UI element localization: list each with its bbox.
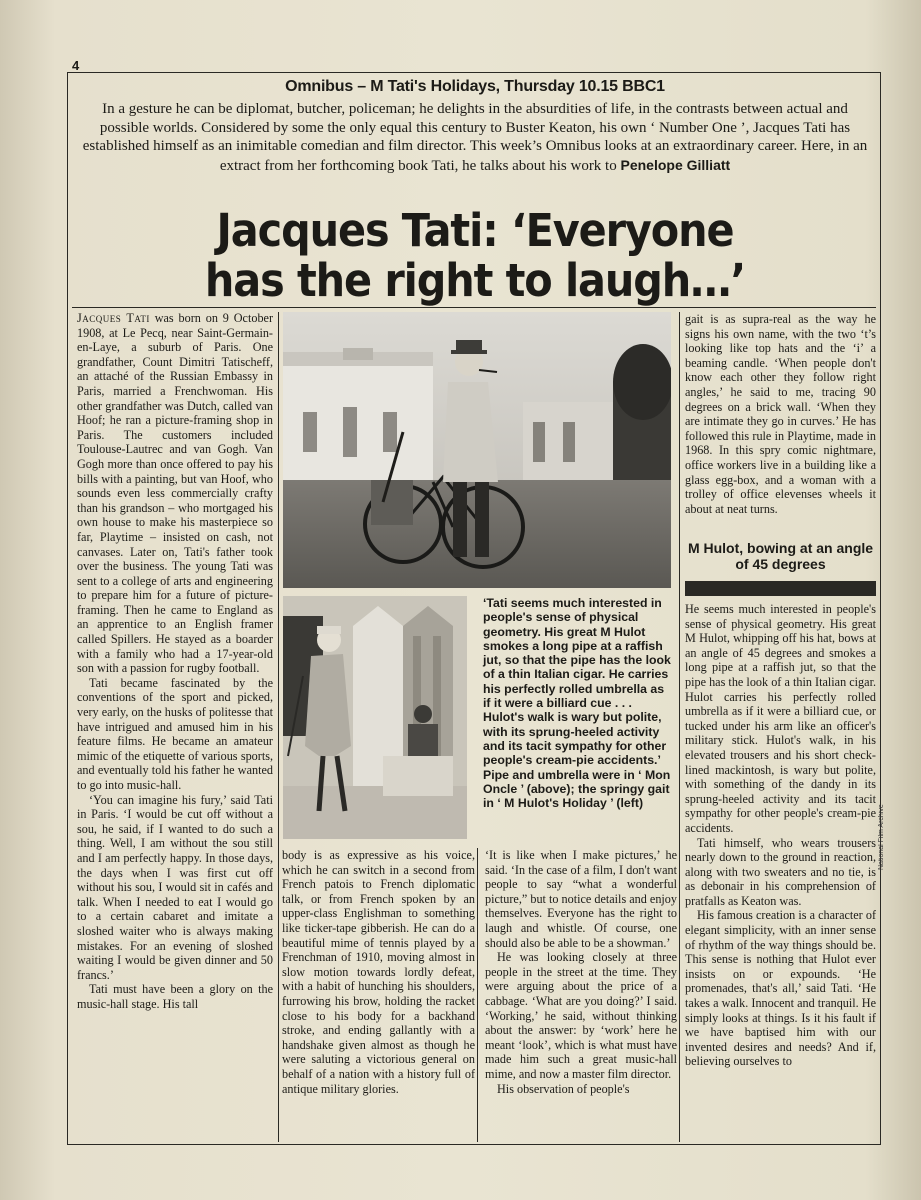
photo-caption: ‘Tati seems much interested in people's sense of physical geometry. His great M Hulot smokes a long pipe at a raffish jut, so that the pipe has the look of a thin Italian cigar. He carries his perfectly rolled umbrella as if it were a billiard cue . . . Hulot's walk is wary but polite, with its sprung-heeled activity and its tacit sympathy for other people's cream-pie accidents.’ Pipe and umbrella were in ‘ Mon Oncle ’ (above); the springy gait in ‘ M Hulot's Holiday ’ (left) bbox=[483, 596, 671, 811]
standfirst bbox=[82, 100, 868, 175]
headline bbox=[113, 206, 836, 306]
paragraph: He seems much interested in people's sense of physical geometry. His great M Hulot, whipping off his hat, bows at an angle of 45 degrees and smokes a long pipe at a raffish jut, so that the pipe has the look of a thin Italian cigar. Hulot carries his perfectly rolled umbrella as if it were a billiard cue, or tucked under his arm like an officer's military stick. Hulot's walk, in his elevated trousers and his short check-lined mackintosh, is wary but polite, with something of the dandy in its sprung-heeled activity and its tacit sympathy for other people's cream-pie accidents. bbox=[685, 602, 876, 835]
paragraph: Tati became fascinated by the conventions of the sport and picked, very early, on the husks of politesse that have intrigued and amused him in his feature films. He became an amateur mimic of the etiquette of various sports, and eventually told his father he wanted to go into music-hall. bbox=[77, 675, 273, 792]
intro-block bbox=[82, 78, 868, 175]
headline-line-2: has the right to laugh…’ bbox=[204, 254, 746, 307]
standfirst-text: In a gesture he can be diplomat, butcher, policeman; he delights in the absurdities of life, in the contrasts between actual and possible worlds. Considered by some the only equal this century to Buster Keaton, his own ‘ Number One ’, Jacques Tati has established himself as an inimitable comedian and film director. This week’s Omnibus looks at an extraordinary career. Here, in an extract from her forthcoming book Tati, he talks about his work to bbox=[82, 101, 868, 174]
photo-illustration bbox=[283, 596, 467, 839]
photo-illustration bbox=[283, 312, 671, 588]
byline: Penelope Gilliatt bbox=[620, 156, 731, 173]
paragraph: His observation of people's bbox=[497, 1081, 630, 1096]
headline-rule bbox=[72, 307, 876, 308]
photo-tati-with-bicycle bbox=[283, 312, 671, 588]
article-column-1 bbox=[77, 311, 273, 1141]
article-column-4 bbox=[685, 602, 876, 1142]
paragraph: gait is as supra-real as the way he signs his own name, with the two ‘t’s looking like top hats and the ‘i’ a beaming candle. ‘When people don't know each other they follow right angles,’ he said to me, tracing 90 degrees on a brick wall. ‘When they are intimate they go in curves.’ He has followed this rule in Playtime, made in 1968. In this spry comic nightmare, office workers live in a building like a glass egg-box, and a woman with a trolley of office elevenses wheels it about at neat turns. bbox=[685, 312, 876, 516]
headline-line-1: Jacques Tati: ‘Everyone bbox=[216, 204, 734, 257]
paragraph: Tati must have been a glory on the music-hall stage. His tall bbox=[77, 982, 273, 1011]
subheading-bar bbox=[685, 581, 876, 596]
paragraph: ‘You can imagine his fury,’ said Tati in Paris. ‘I would be cut off without a sou, he said, if I wanted to do such a thing. Well, I am without the sou still and I am perfectly happy. In those days, the days when I was first cut off without his sou, I would sit in cafés and talk. When I needed to eat I would go to a certain cabaret and imitate a sloshed waiter who is always making mistakes. For an evening of sloshed waiting I would be given dinner and 50 francs.’ bbox=[77, 792, 273, 982]
article-column-3 bbox=[485, 848, 677, 1143]
column-divider bbox=[477, 848, 478, 1142]
paragraph: ‘It is like when I make pictures,’ he said. ‘In the case of a film, I don't want people to say “what a wonderful picture,” but to notice details and enjoy themselves. Everyone has the right to laugh and whistle. Of course, one should also be able to be a showman.’ bbox=[485, 848, 677, 950]
article-column-4-top bbox=[685, 312, 876, 534]
subheading: M Hulot, bowing at an angle of 45 degrees bbox=[687, 540, 874, 572]
programme-heading: Omnibus – M Tati's Holidays, Thursday 10.15 BBC1 bbox=[285, 78, 665, 95]
photo-credit: National Film Archive bbox=[878, 804, 885, 870]
lead-in: Jacques Tati bbox=[77, 311, 150, 325]
paragraph: body is as expressive as his voice, which he can switch in a second from French patois to French diplomatic talk, or from French spoken by an upper-class Englishman to something like ticker-tape gibberish. He can do a beautiful mime of tennis played by a Frenchman of 1910, moving almost in slow motion towards lordly defeat, with a habit of hunching his shoulders, furrowing his brow, holding the racket close to his body for a backhand stroke, and ending gallantly with a handshake given almost as though he were saluting a victorious general on behalf of a nation with a history full of antique military glories. bbox=[282, 848, 475, 1096]
paragraph: was born on 9 October 1908, at Le Pecq, near Saint-Germain-en-Laye, a suburb of Paris. One grandfather, Count Dimitri Tatischeff, an attaché of the Russian Embassy in Paris, married a Frenchwoman. His other grandfather was Dutch, called van Hoof; he ran a picture-framing shop in Paris. The customers included Toulouse-Lautrec and van Gogh. Van Gogh more than once offered to pay his bills with a painting, but van Hoof, who sounds even less commercially crafty than his grandson – who mortgaged his own house to make his masterpiece so far, Playtime – insisted on cash, not canvases. Later on, Tati's father took over the business. The young Tati was sent to a college of arts and engineering to prepare him for a future of picture-framing. Then he came to England as an apprentice to an English framer called Spillers. He stayed as a boarder with a family who had a 17-year-old son with a passion for rugby football. bbox=[77, 311, 273, 676]
page-number: 4 bbox=[72, 58, 80, 73]
paragraph: Tati himself, who wears trousers nearly down to the ground in reaction, along with two sweaters and no tie, is as debonair in his comprehension of pratfalls as Keaton was. bbox=[685, 835, 876, 908]
article-column-2 bbox=[282, 848, 475, 1143]
paragraph: His famous creation is a character of elegant simplicity, with an inner sense of rhythm of the way things should be. This sense is nothing that Hulot ever insists on or expounds. ‘He promenades, that's all,’ said Tati. ‘He takes a walk. Innocent and tranquil. He simply looks at things. Is it his fault if we have baptised him with our invented desires and needs? And if, believing ourselves to bbox=[685, 908, 876, 1069]
photo-hulot-on-beach bbox=[283, 596, 467, 839]
column-divider bbox=[679, 312, 680, 1142]
paragraph: He was looking closely at three people in the street at the time. They were arguing about the price of a cabbage. ‘What are you doing?’ I said. ‘Working,’ he said, without thinking about the answer: by ‘work’ here he meant ‘look’, which is what must have made him such a great music-hall mime, and now a master film director. bbox=[485, 950, 677, 1081]
column-divider bbox=[278, 312, 279, 1142]
